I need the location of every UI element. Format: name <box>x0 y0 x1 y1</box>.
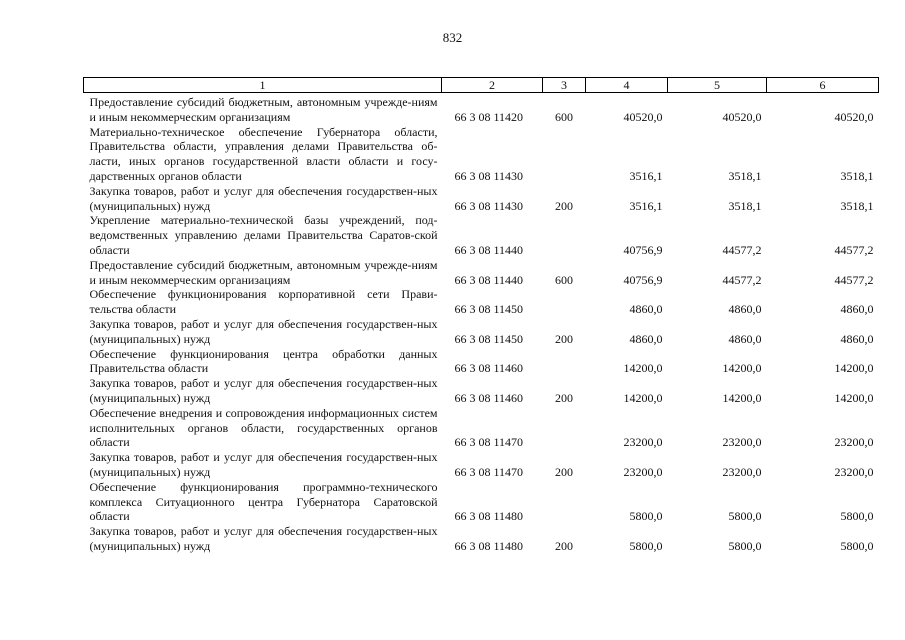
row-code: 66 3 08 11450 <box>454 331 524 346</box>
table-row <box>84 317 879 347</box>
row-value-4: 3516,1 <box>629 168 663 183</box>
row-value-5: 40520,0 <box>722 109 762 124</box>
row-name: Закупка товаров, работ и услуг для обеспечения государствен-ных (муниципальных) нужд <box>89 316 438 346</box>
table-row <box>84 125 879 184</box>
row-value-4: 40756,9 <box>623 272 663 287</box>
row-value-4: 14200,0 <box>623 390 663 405</box>
row-name: Обеспечение функционирования центра обработки данных Правительства области <box>89 346 438 376</box>
row-name: Укрепление материально-технической базы учреждений, под-ведомственных управлению делами Правительства Саратов-ской области <box>89 213 438 257</box>
row-value-4: 4860,0 <box>629 302 663 317</box>
header-col-5: 5 <box>668 78 767 93</box>
row-name: Обеспечение внедрения и сопровождения информационных систем исполнительных органов области, государственных органов области <box>89 405 438 450</box>
row-value-6: 3518,1 <box>840 168 874 183</box>
table-row <box>84 93 879 125</box>
table-row <box>84 376 879 406</box>
budget-table <box>83 77 879 554</box>
table-row <box>84 184 879 214</box>
row-code: 66 3 08 11450 <box>454 302 524 317</box>
row-value-6: 44577,2 <box>834 272 874 287</box>
row-value-4: 40520,0 <box>623 109 663 124</box>
table-row <box>84 450 879 480</box>
row-value-5: 14200,0 <box>722 390 762 405</box>
row-type: 200 <box>555 198 573 213</box>
row-code: 66 3 08 11460 <box>454 361 524 376</box>
row-value-5: 5800,0 <box>728 538 762 553</box>
row-name: Материально-техническое обеспечение Губернатора области, Правительства области, управления делами Правительства об-ласти, иных органов государственной власти области и госу-дарственных органов области <box>89 124 438 183</box>
header-col-6: 6 <box>767 78 879 93</box>
row-code: 66 3 08 11460 <box>454 390 524 405</box>
table-header-row <box>84 78 879 93</box>
row-name: Закупка товаров, работ и услуг для обеспечения государствен-ных (муниципальных) нужд <box>89 376 438 405</box>
row-name: Предоставление субсидий бюджетным, автономным учрежде-ниям и иным некоммерческим организациям <box>89 95 438 124</box>
table-row <box>84 258 879 288</box>
row-type: 600 <box>555 272 573 287</box>
row-value-6: 40520,0 <box>834 109 874 124</box>
row-name: Закупка товаров, работ и услуг для обеспечения государствен-ных (муниципальных) нужд <box>89 450 438 479</box>
row-value-5: 3518,1 <box>728 168 762 183</box>
row-code: 66 3 08 11440 <box>454 272 524 287</box>
row-type: 200 <box>555 538 573 553</box>
table-row <box>84 213 879 257</box>
row-value-5: 3518,1 <box>728 198 762 213</box>
row-value-5: 14200,0 <box>722 361 762 376</box>
row-type <box>543 347 586 377</box>
row-name: Обеспечение функционирования программно-технического комплекса Ситуационного центра Губернатора Саратовской области <box>89 479 438 524</box>
row-value-6: 14200,0 <box>834 390 874 405</box>
row-value-5: 5800,0 <box>728 509 762 524</box>
row-code: 66 3 08 11470 <box>454 435 524 450</box>
row-value-4: 5800,0 <box>629 538 663 553</box>
row-value-6: 14200,0 <box>834 361 874 376</box>
row-code: 66 3 08 11470 <box>454 464 524 479</box>
row-name: Обеспечение функционирования корпоративной сети Прави-тельства области <box>89 287 438 317</box>
row-value-5: 44577,2 <box>722 272 762 287</box>
row-code: 66 3 08 11480 <box>454 509 524 524</box>
header-col-3: 3 <box>543 78 586 93</box>
row-name: Предоставление субсидий бюджетным, автономным учрежде-ниям и иным некоммерческим организациям <box>89 257 438 287</box>
table-row <box>84 480 879 524</box>
row-value-6: 4860,0 <box>840 331 874 346</box>
row-type <box>543 480 586 524</box>
row-type <box>543 406 586 450</box>
header-col-4: 4 <box>586 78 668 93</box>
page-number: 832 <box>442 30 463 45</box>
table-row <box>84 347 879 377</box>
row-value-5: 23200,0 <box>722 464 762 479</box>
row-code: 66 3 08 11430 <box>454 198 524 213</box>
row-value-6: 44577,2 <box>834 242 874 257</box>
header-col-2: 2 <box>442 78 543 93</box>
row-type <box>543 213 586 257</box>
row-type: 200 <box>555 390 573 405</box>
row-code: 66 3 08 11480 <box>454 538 524 553</box>
row-value-4: 3516,1 <box>629 198 663 213</box>
row-code: 66 3 08 11430 <box>454 168 524 183</box>
row-code: 66 3 08 11420 <box>454 109 524 124</box>
row-value-4: 5800,0 <box>629 509 663 524</box>
header-col-1: 1 <box>84 78 442 93</box>
table-row <box>84 524 879 554</box>
row-value-4: 23200,0 <box>623 435 663 450</box>
row-value-5: 44577,2 <box>722 242 762 257</box>
row-type <box>543 125 586 184</box>
row-value-5: 4860,0 <box>728 302 762 317</box>
row-value-6: 4860,0 <box>840 302 874 317</box>
table-row <box>84 287 879 317</box>
row-value-6: 5800,0 <box>840 509 874 524</box>
row-value-4: 40756,9 <box>623 242 663 257</box>
row-value-6: 3518,1 <box>840 198 874 213</box>
row-type <box>543 287 586 317</box>
row-value-4: 23200,0 <box>623 464 663 479</box>
row-type: 200 <box>555 331 573 346</box>
row-type: 200 <box>555 464 573 479</box>
row-value-5: 23200,0 <box>722 435 762 450</box>
row-value-4: 14200,0 <box>623 361 663 376</box>
row-name: Закупка товаров, работ и услуг для обеспечения государствен-ных (муниципальных) нужд <box>89 183 438 213</box>
row-type: 600 <box>555 109 573 124</box>
row-name: Закупка товаров, работ и услуг для обеспечения государствен-ных (муниципальных) нужд <box>89 524 438 553</box>
table-row <box>84 406 879 450</box>
row-value-6: 23200,0 <box>834 464 874 479</box>
row-value-5: 4860,0 <box>728 331 762 346</box>
row-code: 66 3 08 11440 <box>454 242 524 257</box>
row-value-6: 23200,0 <box>834 435 874 450</box>
row-value-6: 5800,0 <box>840 538 874 553</box>
row-value-4: 4860,0 <box>629 331 663 346</box>
